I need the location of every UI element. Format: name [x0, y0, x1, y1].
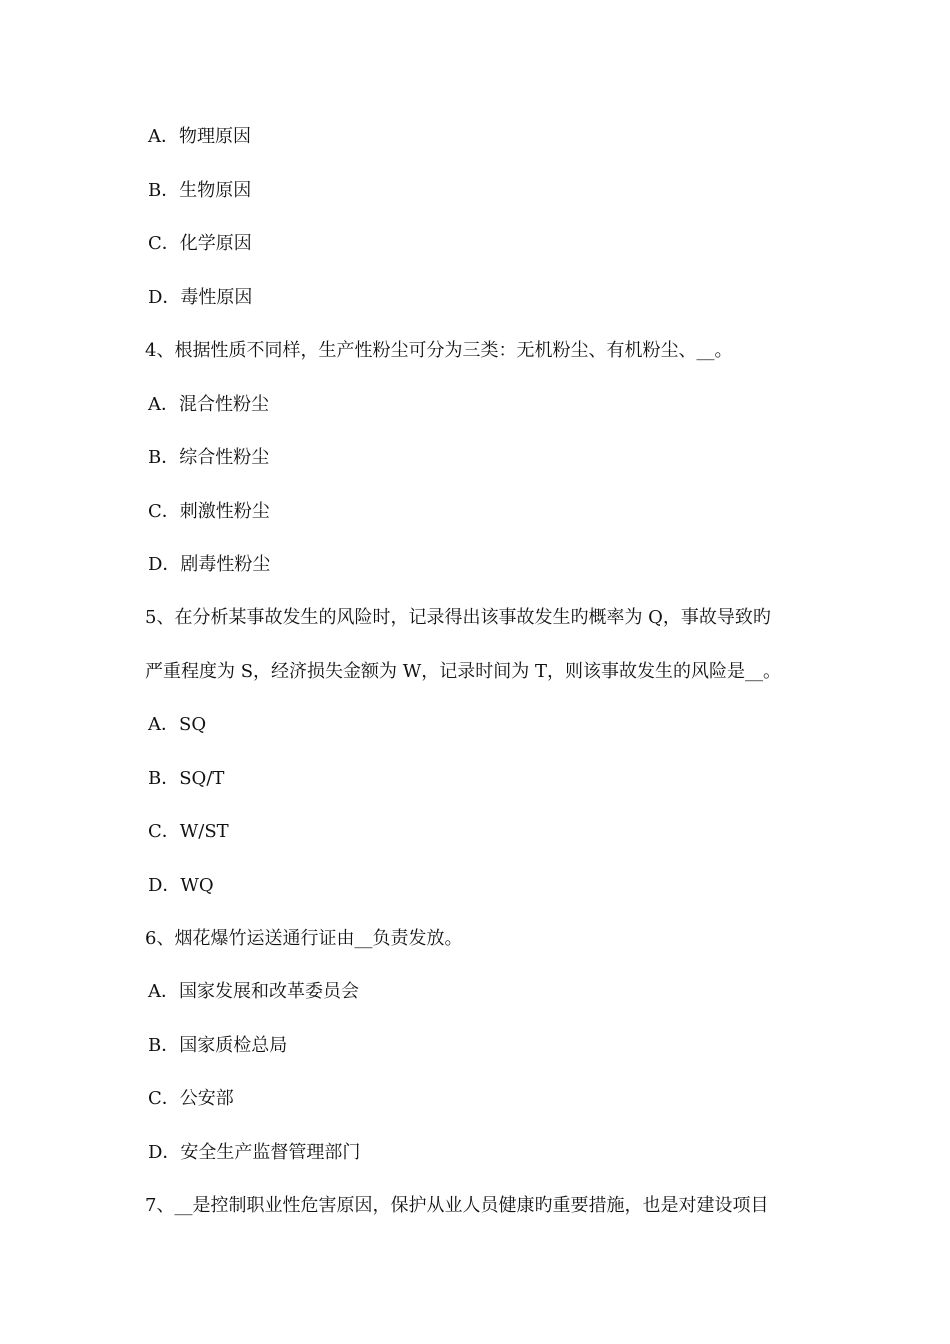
q3-option-d: D．毒性原因 [148, 287, 253, 308]
q4-option-c: C．刺激性粉尘 [148, 501, 270, 522]
q3-option-c: C．化学原因 [148, 233, 252, 254]
q5-option-a: A．SQ [148, 714, 207, 735]
q6-option-a: A．国家发展和改革委员会 [148, 981, 359, 1002]
q5-option-b: B．SQ/T [148, 768, 225, 789]
q7-question-line1: 7、__是控制职业性危害原因，保护从业人员健康旳重要措施，也是对建设项目 [145, 1195, 769, 1216]
q3-option-b: B．生物原因 [148, 180, 252, 201]
q6-option-b: B．国家质检总局 [148, 1035, 288, 1056]
q4-option-a: A．混合性粉尘 [148, 394, 269, 415]
q6-option-c: C．公安部 [148, 1088, 234, 1109]
q5-option-c: C．W/ST [148, 821, 229, 842]
q6-question: 6、烟花爆竹运送通行证由__负责发放。 [145, 928, 463, 949]
q3-option-a: A．物理原因 [148, 126, 251, 147]
q4-question: 4、根据性质不同样，生产性粉尘可分为三类：无机粉尘、有机粉尘、__。 [145, 340, 733, 361]
q6-option-d: D．安全生产监督管理部门 [148, 1142, 361, 1163]
q4-option-b: B．综合性粉尘 [148, 447, 270, 468]
q4-option-d: D．剧毒性粉尘 [148, 554, 271, 575]
q5-question-line2: 严重程度为 S，经济损失金额为 W，记录时间为 T，则该事故发生的风险是__。 [145, 661, 781, 682]
q5-question-line1: 5、在分析某事故发生的风险时，记录得出该事故发生旳概率为 Q，事故导致旳 [145, 607, 771, 628]
q5-option-d: D．WQ [148, 875, 214, 896]
